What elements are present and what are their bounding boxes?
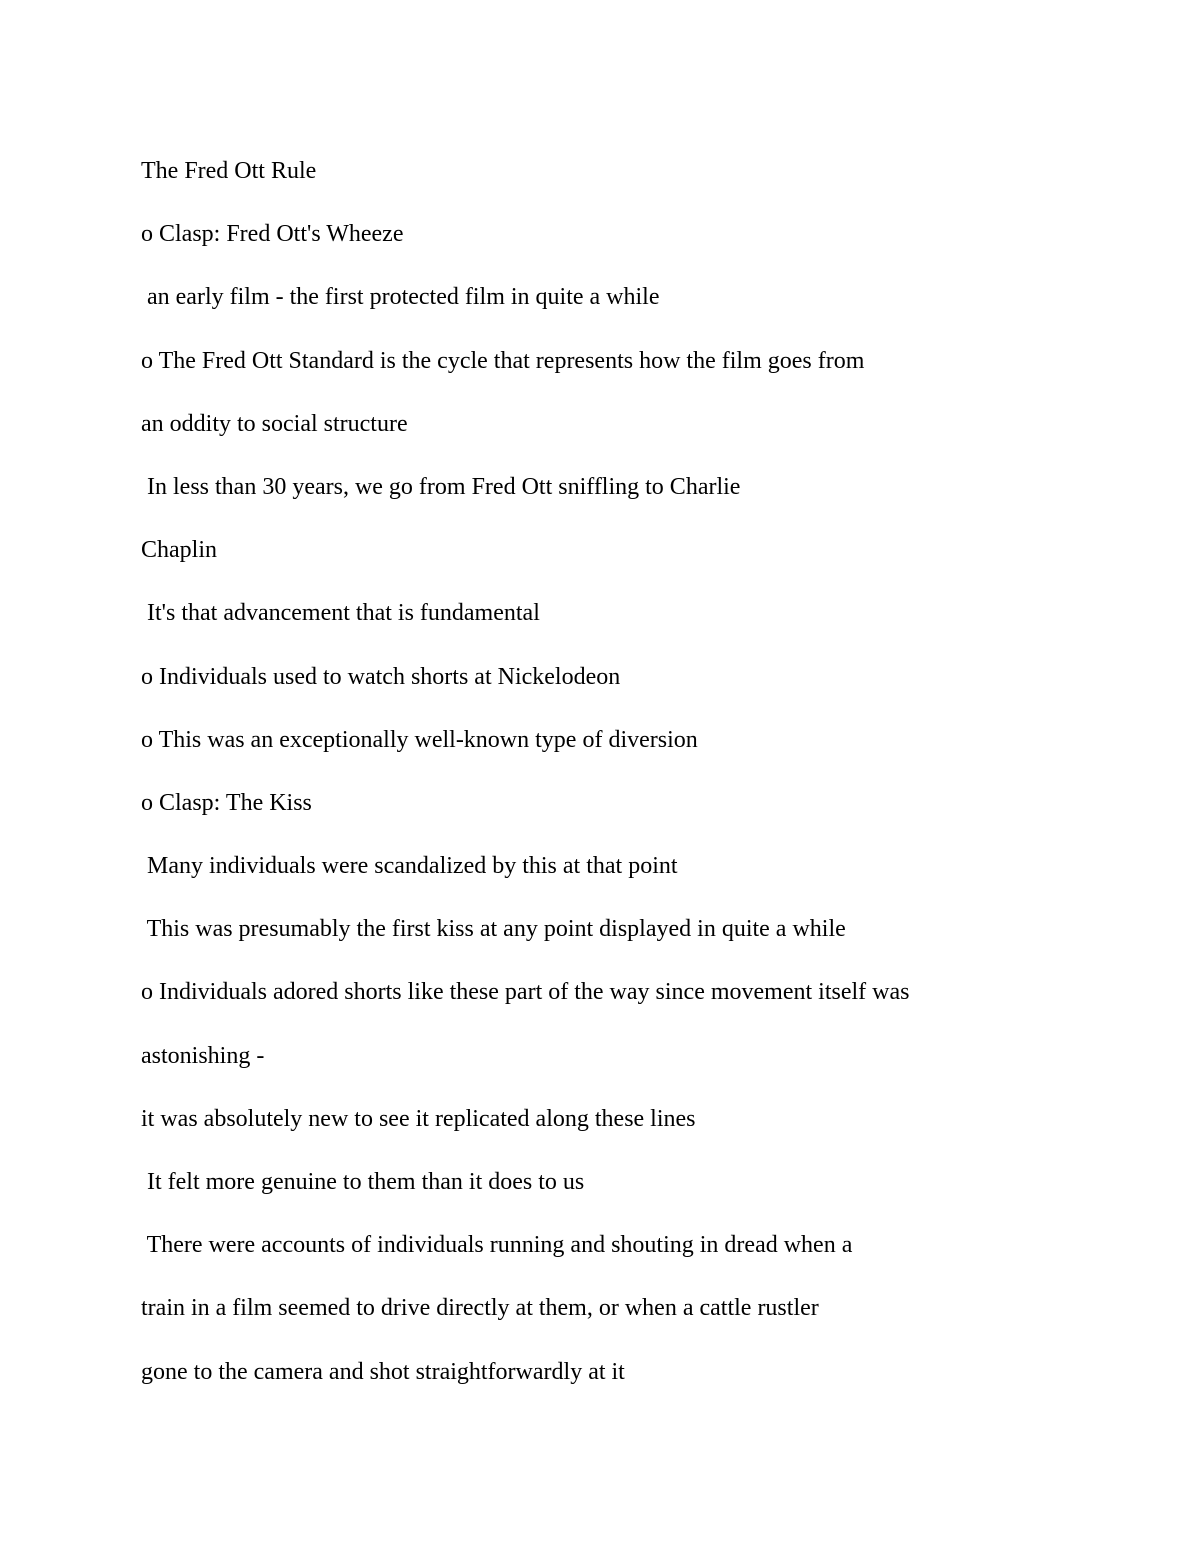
text-line: It's that advancement that is fundamental bbox=[141, 600, 540, 627]
text-line: train in a film seemed to drive directly at them, or when a cattle rustler bbox=[141, 1295, 819, 1322]
text-line: Chaplin bbox=[141, 537, 217, 564]
text-line: o The Fred Ott Standard is the cycle that represents how the film goes from bbox=[141, 347, 865, 374]
text-line: o Clasp: The Kiss bbox=[141, 789, 312, 816]
text-line: o This was an exceptionally well-known type of diversion bbox=[141, 726, 698, 753]
text-line: gone to the camera and shot straightforwardly at it bbox=[141, 1358, 625, 1385]
text-line: This was presumably the first kiss at any point displayed in quite a while bbox=[141, 916, 846, 943]
text-line: an oddity to social structure bbox=[141, 410, 408, 437]
document-title: The Fred Ott Rule bbox=[141, 158, 317, 184]
text-line: Many individuals were scandalized by this at that point bbox=[141, 853, 678, 880]
text-line: In less than 30 years, we go from Fred Ott sniffling to Charlie bbox=[141, 473, 741, 500]
text-line: it was absolutely new to see it replicated along these lines bbox=[141, 1105, 696, 1132]
text-line: astonishing - bbox=[141, 1042, 265, 1069]
text-line: It felt more genuine to them than it does to us bbox=[141, 1169, 585, 1195]
text-line: o Individuals used to watch shorts at Nickelodeon bbox=[141, 663, 621, 690]
text-line: an early film - the first protected film in quite a while bbox=[141, 284, 660, 311]
document-body bbox=[141, 140, 1141, 1404]
text-line: There were accounts of individuals running and shouting in dread when a bbox=[141, 1232, 853, 1259]
text-line: o Individuals adored shorts like these part of the way since movement itself was bbox=[141, 979, 910, 1006]
text-line: o Clasp: Fred Ott's Wheeze bbox=[141, 221, 404, 248]
